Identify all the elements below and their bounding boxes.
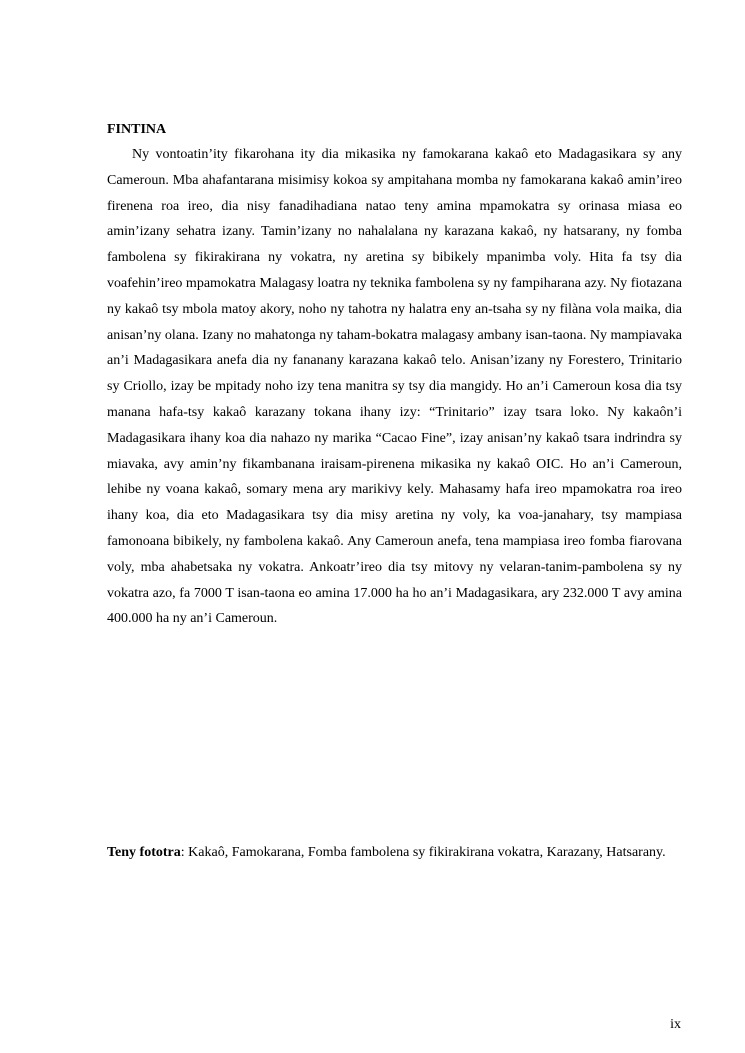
page-number: ix xyxy=(670,1017,681,1032)
keywords-line xyxy=(107,840,682,866)
section-heading: FINTINA xyxy=(107,122,167,137)
abstract-paragraph: Ny vontoatin’ity fikarohana ity dia mikasika ny famokarana kakaô eto Madagasikara sy any Cameroun. Mba ahafantarana misimisy kokoa sy ampitahana momba ny famokarana kakaô amin’ireo firenena roa ireo, dia nisy fanadihadiana natao teny amina mpamokatra sy orinasa miasa eo amin’izany sehatra izany. Tamin’izany no nahalalana ny karazana kakaô, ny hatsarany, ny fomba fambolena sy fikirakirana ny vokatra, ny aretina sy bibikely mpanimba voly. Hita fa tsy dia voafehin’ireo mpamokatra Malagasy loatra ny teknika fambolena sy ny fampiharana azy. Ny fiotazana ny kakaô tsy mbola matoy akory, noho ny tahotra ny halatra eny an-tsaha sy ny filàna vola maika, dia anisan’ny olana. Izany no mahatonga ny taham-bokatra malagasy ambany isan-taona. Ny mampiavaka an’i Madagasikara anefa dia ny fananany karazana kakaô telo. Anisan’izany ny Forestero, Trinitario sy Criollo, izay be mpitady noho izy tena manitra sy tsy dia mangidy. Ho an’i Cameroun kosa dia tsy manana hafa-tsy kakaô karazany tokana ihany izy: “Trinitario” izay tsara loko. Ny kakaôn’i Madagasikara ihany koa dia nahazo ny marika “Cacao Fine”, izay anisan’ny kakaô tsara indrindra sy miavaka, avy amin’ny fikambanana iraisam-pirenena mikasika ny kakaô OIC. Ho an’i Cameroun, lehibe ny voana kakaô, somary mena ary marikivy kely. Mahasamy hafa ireo mpamokatra roa ireo ihany koa, dia eto Madagasikara tsy dia misy aretina ny voly, ka voa-janahary, tsy mampiasa famonoana bibikely, ny fambolena kakaô. Any Cameroun anefa, tena mampiasa ireo fomba fiarovana voly, mba ahabetsaka ny vokatra. Ankoatr’ireo dia tsy mitovy ny velaran-tanim-pambolena sy ny vokatra azo, fa 7000 T isan-taona eo amina 17.000 ha ho an’i Madagasikara, ary 232.000 T avy amina 400.000 ha ny an’i Cameroun. xyxy=(107,147,682,627)
keywords-list: : Kakaô, Famokarana, Fomba fambolena sy fikirakirana vokatra, Karazany, Hatsarany. xyxy=(180,845,666,860)
keywords-label: Teny fototra xyxy=(107,845,181,860)
